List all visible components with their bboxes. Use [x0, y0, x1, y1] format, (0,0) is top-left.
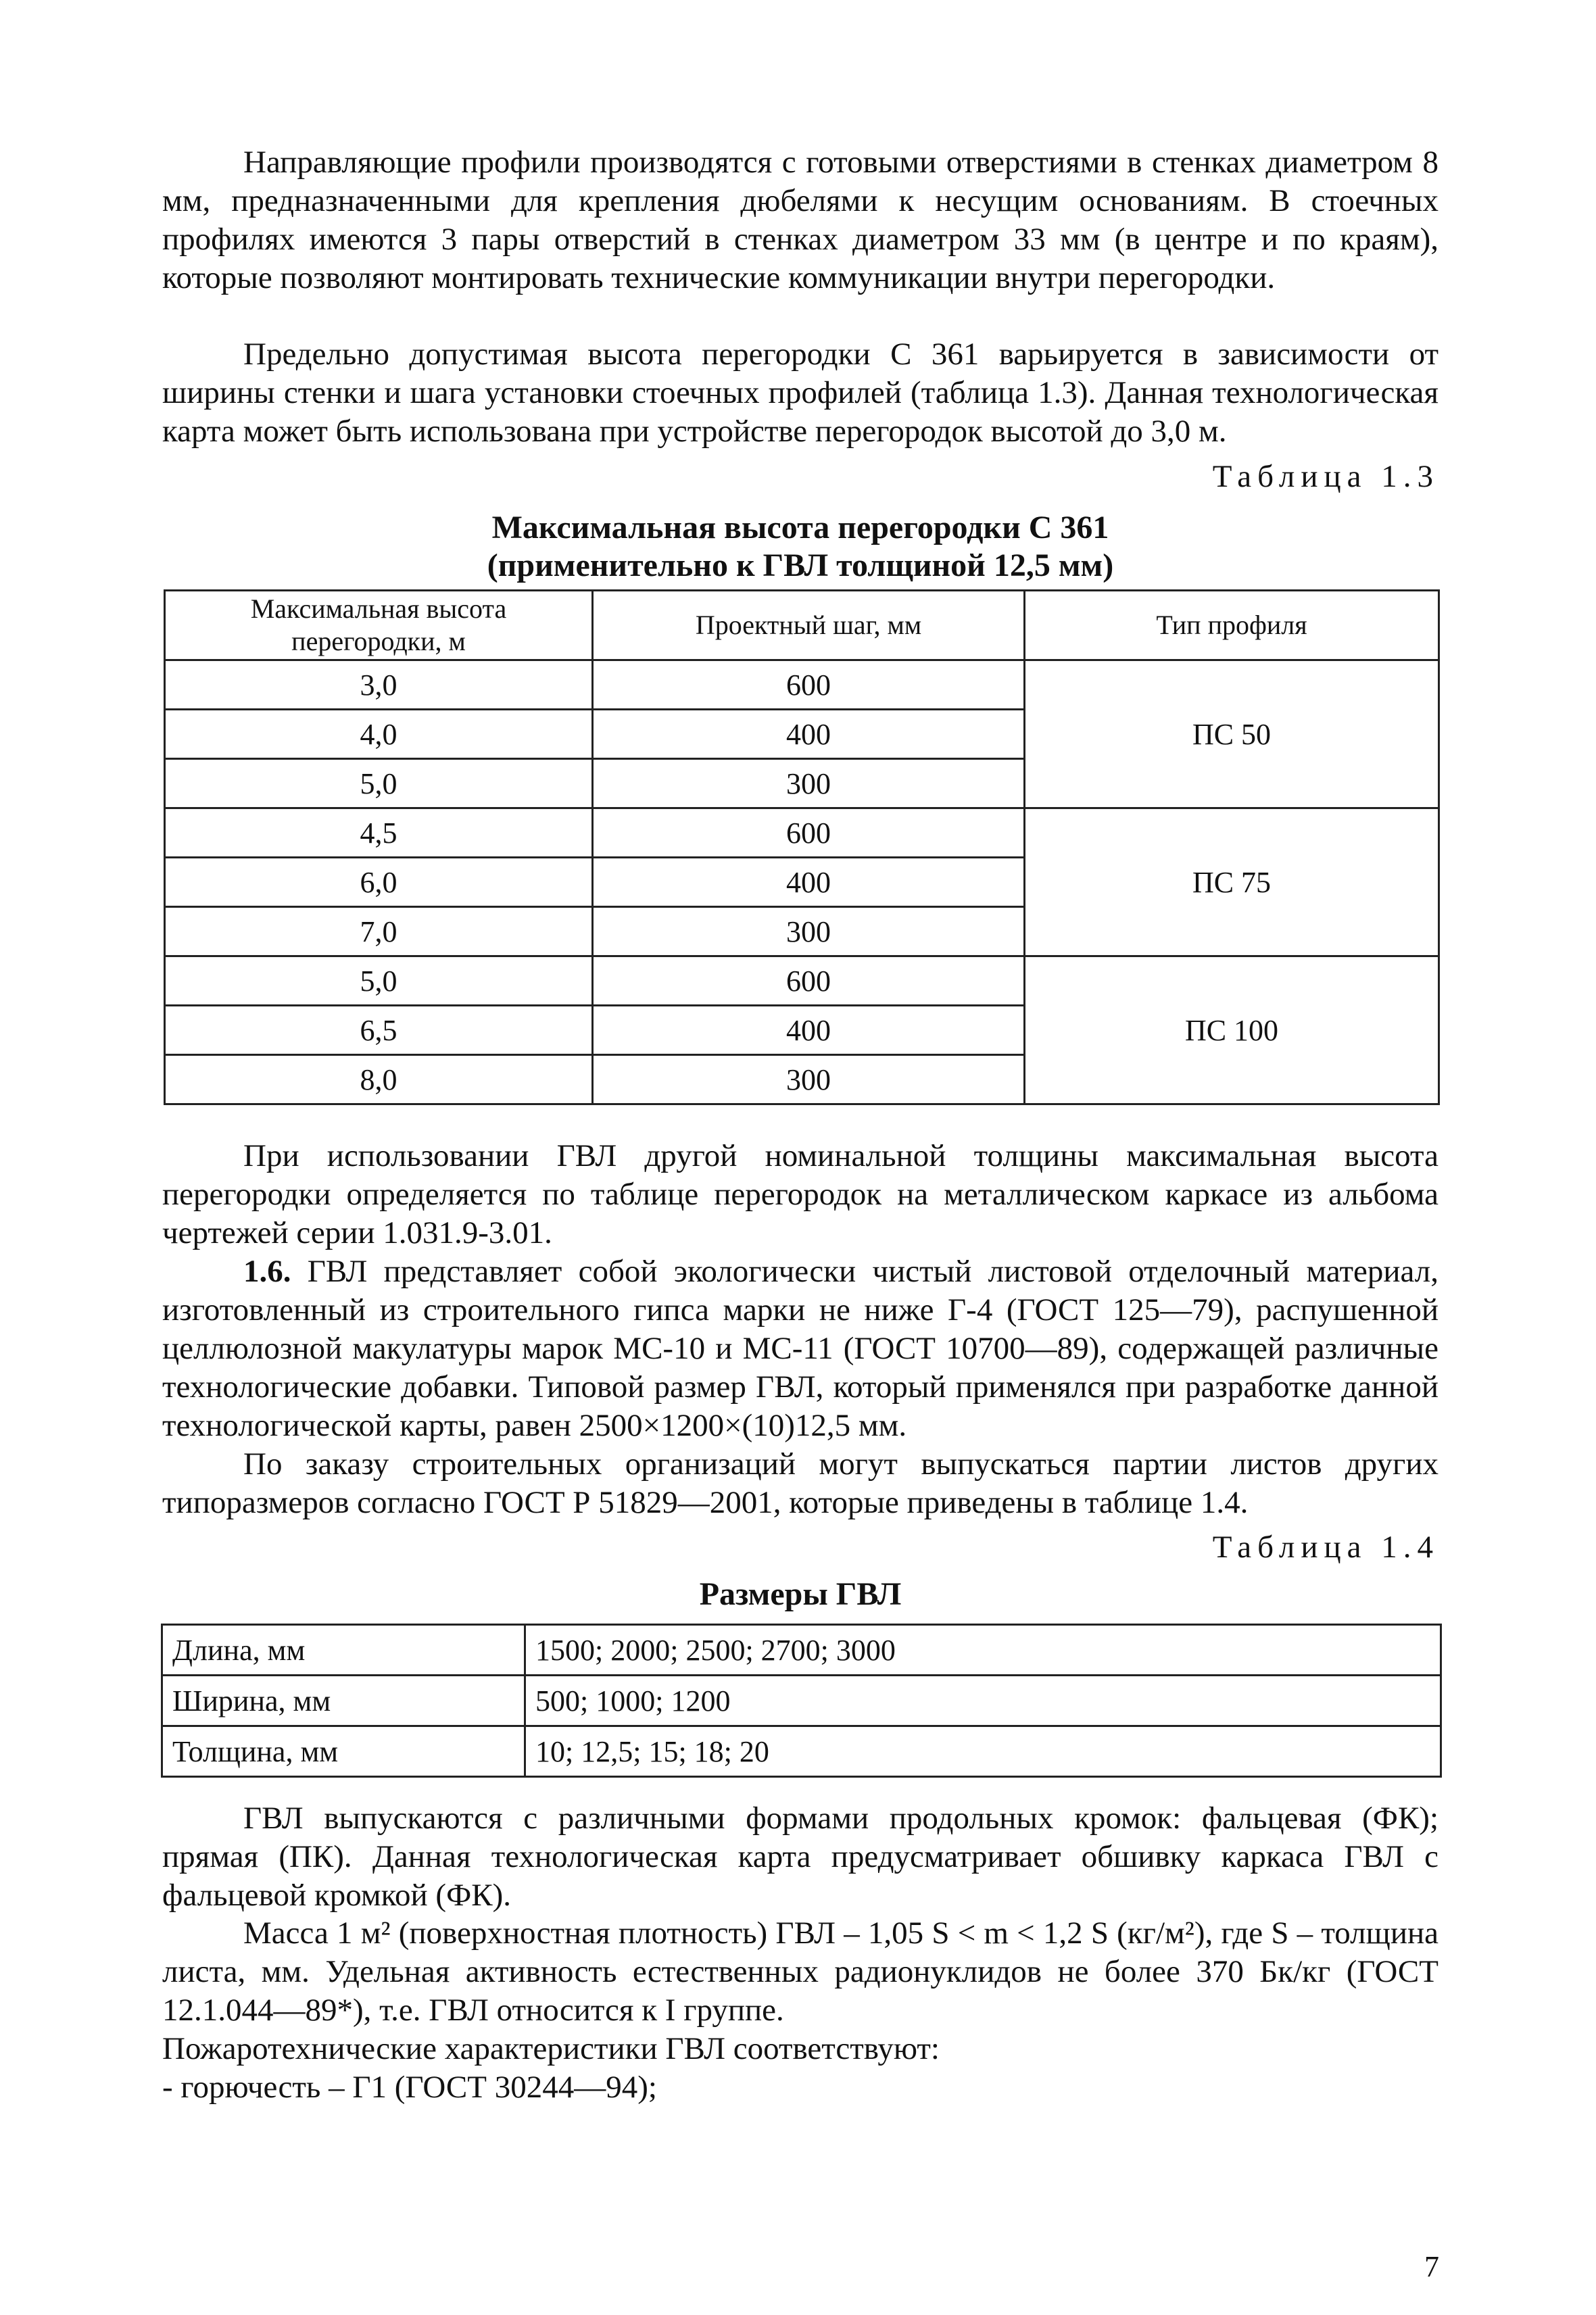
- table-1-3-title-line2: (применительно к ГВЛ толщиной 12,5 мм): [487, 547, 1114, 583]
- paragraph-1-6: 1.6. ГВЛ представляет собой экологически чистый листовой отделочный материал, изготовленный из строительного гипса марки не ниже Г-4 (ГОСТ 125—79), распушенной целлюлозной макулатуры марок МС-10 и МС-11 (ГОСТ 10700—89), содержащей различные технологические добавки. Типовой размер ГВЛ, который применялся при разработке данной технологической карты, равен 2500×1200×(10)12,5 мм.: [162, 1254, 1438, 1443]
- cell-step: 300: [593, 759, 1025, 808]
- cell-dimension: Ширина, мм: [162, 1676, 525, 1726]
- cell-values: 500; 1000; 1200: [525, 1676, 1441, 1726]
- paragraph-fire-characteristics: Пожаротехнические характеристики ГВЛ соответствуют:: [162, 2031, 940, 2066]
- cell-dimension: Толщина, мм: [162, 1726, 525, 1777]
- cell-profile: ПС 50: [1025, 660, 1439, 808]
- table-row: [165, 660, 1439, 710]
- paragraph-profiles: Направляющие профили производятся с готовыми отверстиями в стенках диаметром 8 мм, предназначенными для крепления дюбелями к несущим основаниям. В стоечных профилях имеются 3 пары отверстий в стенках диаметром 33 мм (в центре и по краям), которые позволяют монтировать технические коммуникации внутри перегородки.: [162, 145, 1438, 295]
- table-row: [165, 808, 1439, 858]
- table-1-4-title: Размеры ГВЛ: [699, 1576, 902, 1612]
- cell-values: 10; 12,5; 15; 18; 20: [525, 1726, 1441, 1777]
- table-1-4-label: Таблица 1.4: [1212, 1530, 1439, 1565]
- cell-height: 8,0: [165, 1055, 593, 1104]
- paragraph-mass: Масса 1 м² (поверхностная плотность) ГВЛ – 1,05 S < m < 1,2 S (кг/м²), где S – толщина листа, мм. Удельная активность естественных радионуклидов не более 370 Бк/кг (ГОСТ 12.1.044—89*), т.е. ГВЛ относится к I группе.: [162, 1916, 1438, 2028]
- page-number: 7: [1424, 2250, 1439, 2283]
- table-row: [162, 1676, 1441, 1726]
- list-item-combustibility: - горючесть – Г1 (ГОСТ 30244—94);: [162, 2070, 657, 2105]
- header-max-height: Максимальная высота перегородки, м: [165, 591, 593, 660]
- cell-height: 5,0: [165, 956, 593, 1006]
- cell-step: 300: [593, 1055, 1025, 1104]
- paragraph-other-thickness: При использовании ГВЛ другой номинальной толщины максимальная высота перегородки определяется по таблице перегородок на металлическом каркасе из альбома чертежей серии 1.031.9-3.01.: [162, 1138, 1438, 1250]
- cell-height: 4,0: [165, 710, 593, 759]
- table-header-row: [165, 591, 1439, 660]
- cell-dimension: Длина, мм: [162, 1625, 525, 1676]
- cell-step: 400: [593, 858, 1025, 907]
- cell-height: 6,0: [165, 858, 593, 907]
- cell-profile: ПС 75: [1025, 808, 1439, 956]
- section-number: 1.6.: [243, 1254, 291, 1289]
- cell-profile: ПС 100: [1025, 956, 1439, 1104]
- table-1-3-label: Таблица 1.3: [1212, 459, 1439, 494]
- cell-step: 600: [593, 808, 1025, 858]
- table-1-4: [161, 1624, 1442, 1778]
- cell-height: 6,5: [165, 1006, 593, 1055]
- table-row: [162, 1625, 1441, 1676]
- header-step: Проектный шаг, мм: [593, 591, 1025, 660]
- table-1-3: [164, 589, 1440, 1105]
- cell-step: 400: [593, 1006, 1025, 1055]
- table-row: [165, 956, 1439, 1006]
- cell-step: 600: [593, 660, 1025, 710]
- cell-step: 600: [593, 956, 1025, 1006]
- cell-values: 1500; 2000; 2500; 2700; 3000: [525, 1625, 1441, 1676]
- cell-step: 300: [593, 907, 1025, 956]
- cell-step: 400: [593, 710, 1025, 759]
- cell-height: 7,0: [165, 907, 593, 956]
- table-1-3-title-line1: Максимальная высота перегородки С 361: [491, 510, 1109, 545]
- cell-height: 3,0: [165, 660, 593, 710]
- cell-height: 5,0: [165, 759, 593, 808]
- table-row: [162, 1726, 1441, 1777]
- paragraph-edges: ГВЛ выпускаются с различными формами продольных кромок: фальцевая (ФК); прямая (ПК). Данная технологическая карта предусматривает обшивку каркаса ГВЛ с фальцевой кромкой (ФК).: [162, 1801, 1438, 1913]
- paragraph-max-height: Предельно допустимая высота перегородки С 361 варьируется в зависимости от ширины стенки и шага установки стоечных профилей (таблица 1.3). Данная технологическая карта может быть использована при устройстве перегородок высотой до 3,0 м.: [162, 337, 1438, 449]
- header-profile-type: Тип профиля: [1025, 591, 1439, 660]
- paragraph-custom-sizes: По заказу строительных организаций могут выпускаться партии листов других типоразмеров согласно ГОСТ Р 51829—2001, которые приведены в таблице 1.4.: [162, 1446, 1438, 1520]
- cell-height: 4,5: [165, 808, 593, 858]
